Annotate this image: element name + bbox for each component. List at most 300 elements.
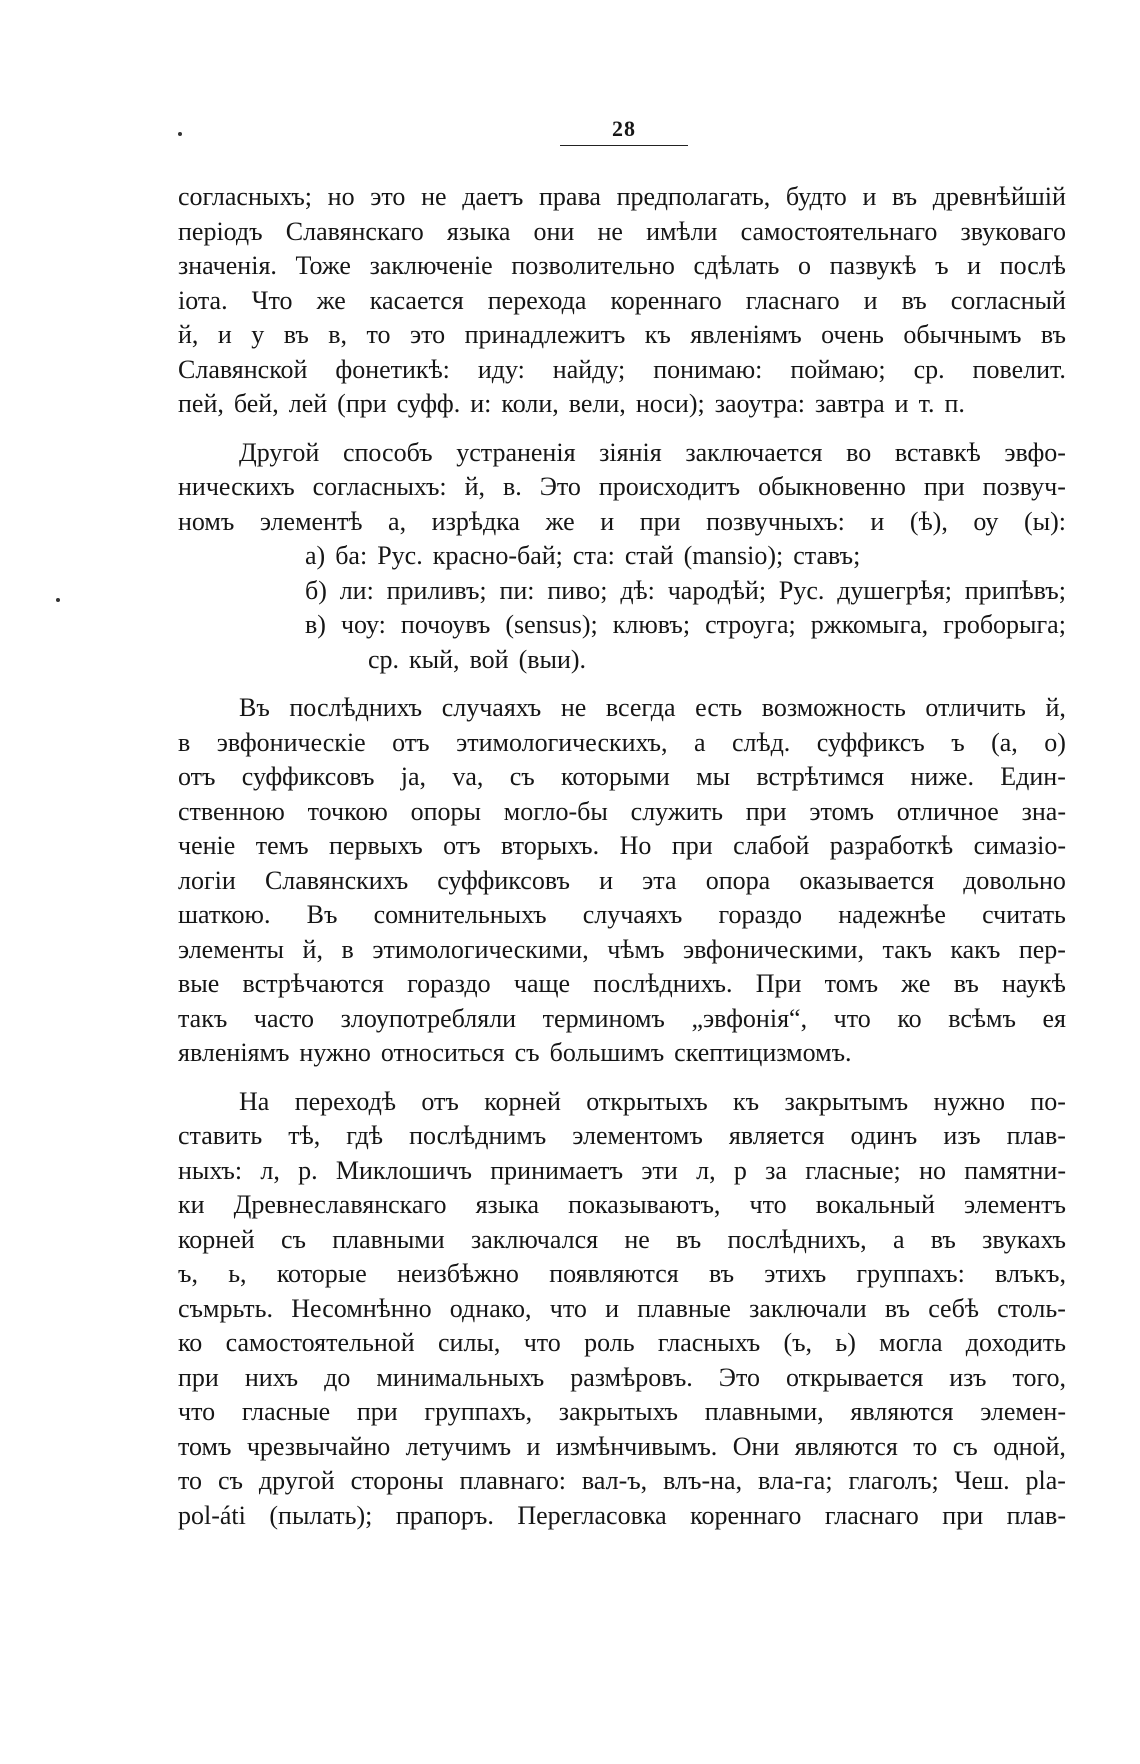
word: группахъ:	[856, 1259, 965, 1288]
word: влъ-на,	[663, 1466, 743, 1495]
word: нихъ	[244, 1362, 299, 1392]
text-line	[178, 539, 1066, 574]
word: слабой	[733, 831, 810, 860]
word: элемен-	[980, 1397, 1066, 1426]
word: относиться	[380, 1038, 505, 1067]
stray-mark	[178, 132, 182, 136]
word: въ	[953, 969, 979, 998]
word: они	[533, 216, 575, 246]
word: чрезвычайно	[246, 1431, 391, 1461]
word: памятни-	[964, 1155, 1066, 1185]
word: однако,	[449, 1293, 532, 1323]
word: ко	[178, 1328, 203, 1357]
word: то	[366, 320, 391, 349]
word: вой	[469, 644, 509, 674]
text-line	[178, 691, 1066, 726]
word: При	[755, 969, 802, 998]
word: въ	[283, 320, 309, 349]
word: в	[341, 934, 354, 964]
word: ниже.	[910, 762, 974, 791]
word: ъ	[951, 727, 965, 757]
word: не	[421, 182, 447, 211]
word: терминомъ	[542, 1003, 665, 1033]
word: о)	[1044, 727, 1066, 757]
word: сдѣлать	[693, 251, 780, 280]
word: наукѣ	[1001, 969, 1066, 998]
word: пиво;	[547, 575, 608, 605]
word: отъ	[392, 727, 430, 757]
word: же	[901, 969, 931, 998]
word: встрѣчаются	[242, 969, 384, 998]
text-line	[178, 829, 1066, 864]
word: позвуч-	[982, 472, 1066, 501]
word: перехода	[487, 285, 587, 315]
word: р.	[298, 1155, 318, 1185]
word: послѣднихъ	[289, 693, 423, 722]
word: суффиксовъ	[241, 762, 375, 791]
word: и	[863, 285, 878, 315]
word: томъ	[178, 1431, 232, 1461]
word: ставъ;	[793, 541, 861, 570]
word: же	[545, 506, 575, 536]
text-line	[178, 1036, 1066, 1071]
word: фонетикѣ:	[335, 354, 450, 384]
word: съ	[217, 1466, 243, 1495]
word: являются	[794, 1431, 898, 1461]
text-line	[178, 1154, 1066, 1189]
word: в,	[328, 320, 348, 349]
word: ническихъ	[178, 472, 295, 501]
word: Они	[732, 1431, 780, 1461]
word: обыкновенно	[758, 472, 906, 501]
word: большимъ	[549, 1038, 665, 1067]
word: заключался	[470, 1224, 599, 1254]
word: va,	[452, 762, 484, 791]
word: размѣровъ.	[570, 1362, 693, 1392]
word: до	[324, 1362, 351, 1392]
word: согласныхъ:	[312, 472, 447, 501]
word: слѣд.	[731, 727, 791, 757]
header-rule	[560, 145, 688, 146]
word: влъкъ,	[995, 1259, 1066, 1288]
word: вал-ъ,	[581, 1466, 648, 1495]
word: столь-	[997, 1293, 1066, 1323]
word: и:	[470, 389, 492, 418]
word: найду;	[552, 354, 626, 384]
word: по-	[1030, 1086, 1066, 1116]
word: и	[605, 1293, 620, 1323]
word: заоутра:	[714, 389, 805, 418]
word: зна-	[1021, 796, 1066, 826]
word: обычнымъ	[903, 320, 1022, 349]
word: при	[178, 1362, 219, 1392]
word: а,	[388, 506, 407, 536]
word: но	[919, 1155, 946, 1185]
word: принимаетъ	[490, 1155, 624, 1185]
word: завтра	[814, 389, 885, 418]
word: р	[733, 1155, 747, 1185]
word: (ъ,	[783, 1328, 813, 1357]
word: что	[749, 1190, 787, 1219]
word: съмрьть.	[178, 1293, 274, 1323]
word: считать	[982, 900, 1066, 929]
word: показываютъ,	[568, 1190, 721, 1219]
word: чаще	[513, 969, 571, 998]
word: гдѣ	[346, 1121, 383, 1150]
word: ея	[1042, 1003, 1066, 1033]
word: Но	[619, 831, 652, 860]
word: й,	[178, 320, 199, 349]
word: значенія.	[178, 251, 277, 280]
word: и	[600, 506, 615, 536]
word: что	[833, 1003, 871, 1033]
word: кый,	[409, 644, 460, 674]
word: й,	[1045, 693, 1066, 722]
text-line	[178, 249, 1066, 284]
word: того,	[1012, 1362, 1066, 1392]
word: Древнеславянскаго	[233, 1190, 447, 1219]
word: происходитъ	[598, 472, 741, 501]
word: гласныхъ	[657, 1328, 761, 1357]
word: заключеніе	[369, 251, 493, 280]
word: и	[526, 1431, 541, 1461]
word: приливъ;	[386, 575, 487, 605]
word: которые	[276, 1259, 367, 1288]
word: Рус.	[377, 541, 423, 570]
word: ь,	[228, 1259, 247, 1288]
word: согласныхъ;	[178, 182, 312, 211]
text-line	[178, 898, 1066, 933]
word: вставкѣ	[894, 437, 981, 467]
word: плав-	[1006, 1500, 1066, 1530]
word: злоупотребляли	[340, 1003, 517, 1033]
word: Рус.	[778, 575, 825, 605]
word: поймаю;	[790, 354, 886, 384]
word: суффиксовъ	[437, 865, 570, 895]
word: номъ	[178, 506, 235, 536]
word: способъ	[342, 437, 433, 467]
word: при	[942, 1500, 984, 1530]
word: языка	[475, 1190, 540, 1219]
word: съ	[280, 1224, 306, 1254]
word: не	[560, 693, 587, 722]
word: т.	[918, 389, 935, 418]
word: Чеш.	[954, 1466, 1010, 1495]
word: одинъ	[850, 1121, 918, 1150]
word: ныхъ:	[178, 1155, 243, 1185]
word: въ	[676, 1224, 702, 1254]
word: всегда	[605, 693, 676, 722]
text-line	[178, 1119, 1066, 1154]
word: повелит.	[972, 354, 1066, 384]
word: припѣвъ;	[964, 575, 1066, 605]
word: такъ	[178, 1003, 228, 1033]
word: л,	[260, 1155, 280, 1185]
word: душегрѣя;	[837, 575, 952, 605]
word: кореннаго	[690, 1500, 802, 1530]
word: такъ	[882, 934, 932, 964]
word: (при	[337, 389, 387, 418]
word: чѣмъ	[607, 934, 665, 964]
word: а)	[305, 541, 326, 570]
word: этомъ	[809, 796, 874, 826]
word: минимальныхъ	[376, 1362, 545, 1392]
word: даетъ	[462, 182, 524, 211]
word: глаголъ;	[848, 1466, 939, 1495]
word: съ	[952, 1431, 978, 1461]
word: лей	[288, 389, 328, 418]
word: й,	[464, 472, 485, 501]
word: гласные	[241, 1397, 331, 1426]
word: бей,	[233, 389, 279, 418]
word: ъ,	[178, 1259, 198, 1288]
word: иду:	[477, 354, 525, 384]
word: при	[745, 796, 787, 826]
word: принадлежитъ	[464, 320, 626, 349]
word: понимаю:	[653, 354, 763, 384]
text-line	[178, 353, 1066, 388]
word: послѣднимъ	[409, 1121, 547, 1150]
word: (ы):	[1023, 506, 1066, 536]
text-line	[178, 1361, 1066, 1396]
word: что	[523, 1328, 561, 1357]
word: ли:	[339, 575, 374, 605]
word: при	[923, 472, 965, 501]
word: Несомнѣнно	[291, 1293, 432, 1323]
word: а	[693, 727, 706, 757]
word: во	[846, 437, 872, 467]
word: всѣмъ	[948, 1003, 1016, 1033]
word: явленіямъ	[690, 320, 802, 349]
text-line	[178, 1395, 1066, 1430]
word: ственною	[178, 796, 285, 826]
word: (пылать);	[269, 1500, 373, 1530]
word: стороны	[350, 1466, 444, 1495]
text-line	[178, 1292, 1066, 1327]
page-header	[560, 116, 688, 146]
word: плав-	[1006, 1121, 1066, 1150]
word: является	[728, 1121, 825, 1150]
word: у	[251, 320, 265, 349]
word: ь)	[835, 1328, 856, 1357]
word: коли,	[501, 389, 559, 418]
word: плавными	[332, 1224, 445, 1254]
word: разработкѣ	[829, 831, 954, 860]
word: встрѣтимся	[756, 762, 885, 791]
word: доходить	[965, 1328, 1066, 1357]
word: согласный	[950, 285, 1066, 315]
word: этимологическихъ,	[456, 727, 668, 757]
word: элементы	[178, 934, 284, 964]
text-line	[178, 1326, 1066, 1361]
text-line	[178, 643, 1066, 678]
word: гласнаго	[745, 285, 840, 315]
word: древнѣйшій	[932, 182, 1066, 211]
word: эвфоническими,	[682, 934, 864, 964]
word: въ	[901, 285, 927, 315]
word: ба:	[335, 541, 368, 570]
word: п.	[944, 389, 965, 418]
word: права	[538, 182, 601, 211]
text-line	[178, 1430, 1066, 1465]
word: в)	[305, 610, 326, 639]
word: суффиксъ	[816, 727, 925, 757]
word: нужно	[299, 1038, 371, 1067]
word: что	[178, 1397, 216, 1426]
word: строуга;	[705, 610, 796, 639]
word: мы	[696, 762, 731, 791]
word: имѣли	[646, 216, 718, 246]
word: при	[356, 1397, 398, 1426]
word: ср.	[913, 354, 945, 384]
word: эвфоническіе	[216, 727, 366, 757]
word: отличное	[896, 796, 999, 826]
word: то	[178, 1466, 203, 1495]
word: надежнѣе	[838, 900, 946, 929]
word: клювъ;	[612, 610, 691, 639]
word: переходѣ	[294, 1086, 396, 1116]
page-number: 28	[612, 116, 636, 141]
word: ки	[178, 1190, 205, 1219]
word: отъ	[421, 1086, 459, 1116]
word: стай	[624, 541, 674, 570]
stray-mark	[56, 598, 60, 602]
word: устраненія	[456, 437, 576, 467]
word: не	[597, 216, 623, 246]
word: могло-бы	[503, 796, 608, 826]
word: позволительно	[511, 251, 675, 280]
word: и	[894, 389, 909, 418]
word: явленіямъ	[178, 1038, 290, 1067]
word: пей,	[178, 389, 224, 418]
text-line	[178, 933, 1066, 968]
word: группахъ,	[424, 1397, 533, 1426]
word: періодъ	[178, 216, 263, 246]
word: самостоятельнаго	[740, 216, 938, 246]
word: могла	[879, 1328, 943, 1357]
word: Славянской	[178, 354, 308, 384]
word: (mansio);	[683, 541, 784, 570]
word: кореннаго	[610, 285, 722, 315]
text-line	[178, 1188, 1066, 1223]
word: послѣднихъ,	[727, 1224, 867, 1254]
word: появляются	[549, 1259, 679, 1288]
word: въ	[884, 1293, 910, 1323]
word: Тоже	[295, 251, 351, 280]
word: летучимъ	[405, 1431, 512, 1461]
text-line	[178, 1464, 1066, 1499]
word: что	[549, 1293, 587, 1323]
text-line	[178, 760, 1066, 795]
word: отличить	[925, 693, 1026, 722]
word: этимологическими,	[372, 934, 589, 964]
word: о	[798, 251, 811, 280]
word: пи:	[499, 575, 535, 605]
word: оказывается	[799, 865, 935, 895]
word: неизбѣжно	[397, 1259, 519, 1288]
word: пазвукѣ	[829, 251, 917, 280]
word: плавными,	[704, 1397, 824, 1426]
word: себѣ	[928, 1293, 979, 1323]
word: изрѣдка	[431, 506, 520, 536]
text-line	[178, 864, 1066, 899]
word: роль	[584, 1328, 635, 1357]
text-line	[178, 215, 1066, 250]
word: будто	[785, 182, 847, 211]
word: эти	[641, 1155, 678, 1185]
word: какъ	[950, 934, 1001, 964]
word: служить	[630, 796, 723, 826]
word: очень	[821, 320, 884, 349]
word: корней	[178, 1224, 255, 1254]
word: въ	[892, 182, 918, 211]
word: почоувъ	[400, 610, 491, 639]
word: этихъ	[764, 1259, 827, 1288]
word: ставить	[178, 1121, 263, 1150]
word: но	[327, 182, 355, 211]
word: симазіо-	[973, 831, 1066, 860]
word: довольно	[963, 865, 1066, 895]
text-line	[178, 180, 1066, 215]
word: Перегласовка	[517, 1500, 667, 1530]
word: чародѣй;	[667, 575, 767, 605]
word: гласнаго	[824, 1500, 919, 1530]
word: носи);	[635, 389, 705, 418]
word: а	[892, 1224, 905, 1254]
word: вторыхъ.	[501, 831, 600, 860]
word: вые	[178, 969, 220, 998]
word: (ѣ),	[909, 506, 948, 536]
word: въ	[708, 1259, 735, 1288]
word: позвучныхъ:	[706, 506, 845, 536]
word: Въ	[239, 693, 270, 722]
word: закрытыхъ	[558, 1397, 678, 1426]
word: Славянскихъ	[264, 865, 409, 895]
word: изъ	[949, 1362, 987, 1392]
word: вокальный	[815, 1190, 935, 1219]
word: въ	[930, 1224, 956, 1254]
word: открытыхъ	[586, 1086, 708, 1116]
word: ко	[897, 1003, 922, 1033]
word: вели,	[568, 389, 626, 418]
word: и	[217, 320, 232, 349]
word: часто	[253, 1003, 315, 1033]
word: при	[639, 506, 681, 536]
word: в.	[502, 472, 522, 501]
word: послѣднихъ.	[593, 969, 733, 998]
word: скептицизмомъ.	[674, 1038, 852, 1067]
word: отъ	[443, 831, 481, 860]
word: корней	[484, 1086, 561, 1116]
text-line	[178, 318, 1066, 353]
word: гораздо	[718, 900, 803, 929]
word: Другой	[239, 437, 320, 467]
word: элементъ	[964, 1190, 1066, 1219]
word: одной,	[993, 1431, 1066, 1461]
word: силы,	[438, 1328, 501, 1357]
word: нужно	[933, 1086, 1005, 1116]
word: оу	[973, 506, 999, 536]
word: касается	[369, 285, 464, 315]
word: открывается	[785, 1362, 924, 1392]
word: заключали	[749, 1293, 867, 1323]
word: къ	[644, 320, 671, 349]
word: же	[316, 285, 346, 315]
word: Един-	[1000, 762, 1066, 791]
word: б)	[305, 575, 327, 605]
text-line	[178, 387, 1066, 422]
word: гласные;	[805, 1155, 901, 1185]
